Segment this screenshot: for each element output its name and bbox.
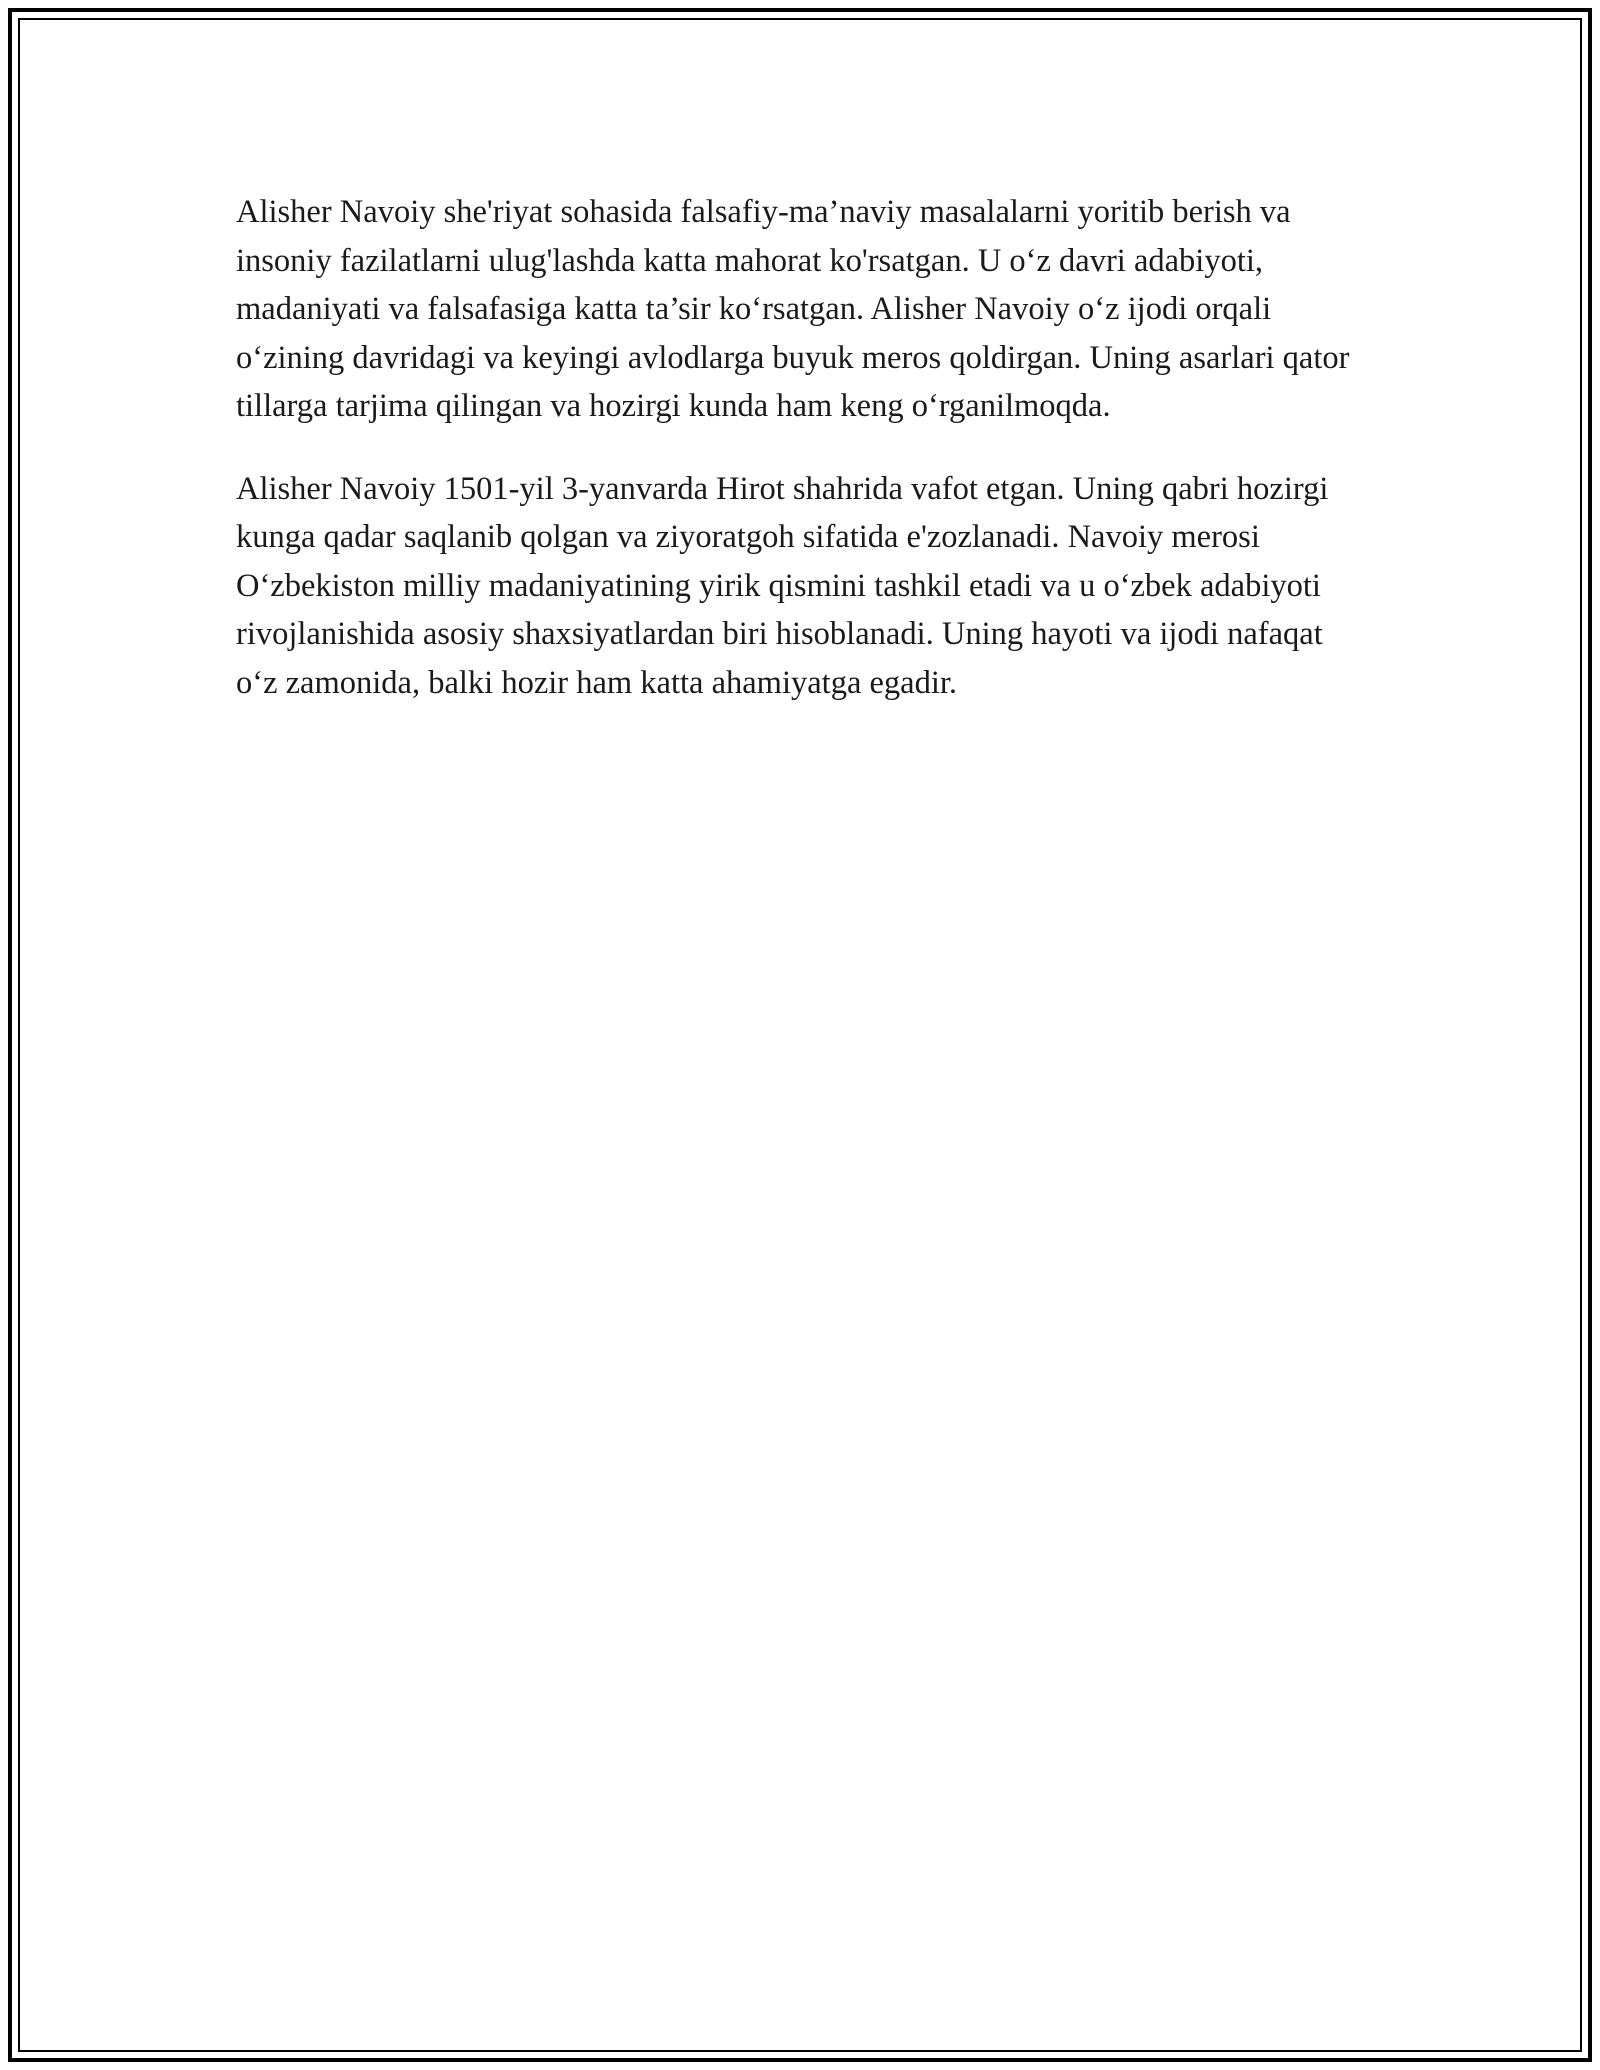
document-body [236,188,1366,741]
paragraph-1: Alisher Navoiy she'riyat sohasida falsafiy-ma’naviy masalalarni yoritib berish va insoniy fazilatlarni ulug'lashda katta mahorat ko'rsatgan. U o‘z davri adabiyoti, madaniyati va falsafasiga katta ta’sir ko‘rsatgan. Alisher Navoiy o‘z ijodi orqali o‘zining davridagi va keyingi avlodlarga buyuk meros qoldirgan. Uning asarlari qator tillarga tarjima qilingan va hozirgi kunda ham keng o‘rganilmoqda. [236,194,1350,424]
paragraph-2: Alisher Navoiy 1501-yil 3-yanvarda Hirot shahrida vafot etgan. Uning qabri hozirgi kunga qadar saqlanib qolgan va ziyoratgoh sifatida e'zozlanadi. Navoiy merosi O‘zbekiston milliy madaniyatining yirik qismini tashkil etadi va u o‘zbek adabiyoti rivojlanishida asosiy shaxsiyatlardan biri hisoblanadi. Uning hayoti va ijodi nafaqat o‘z zamonida, balki hozir ham katta ahamiyatga egadir. [236,470,1329,701]
